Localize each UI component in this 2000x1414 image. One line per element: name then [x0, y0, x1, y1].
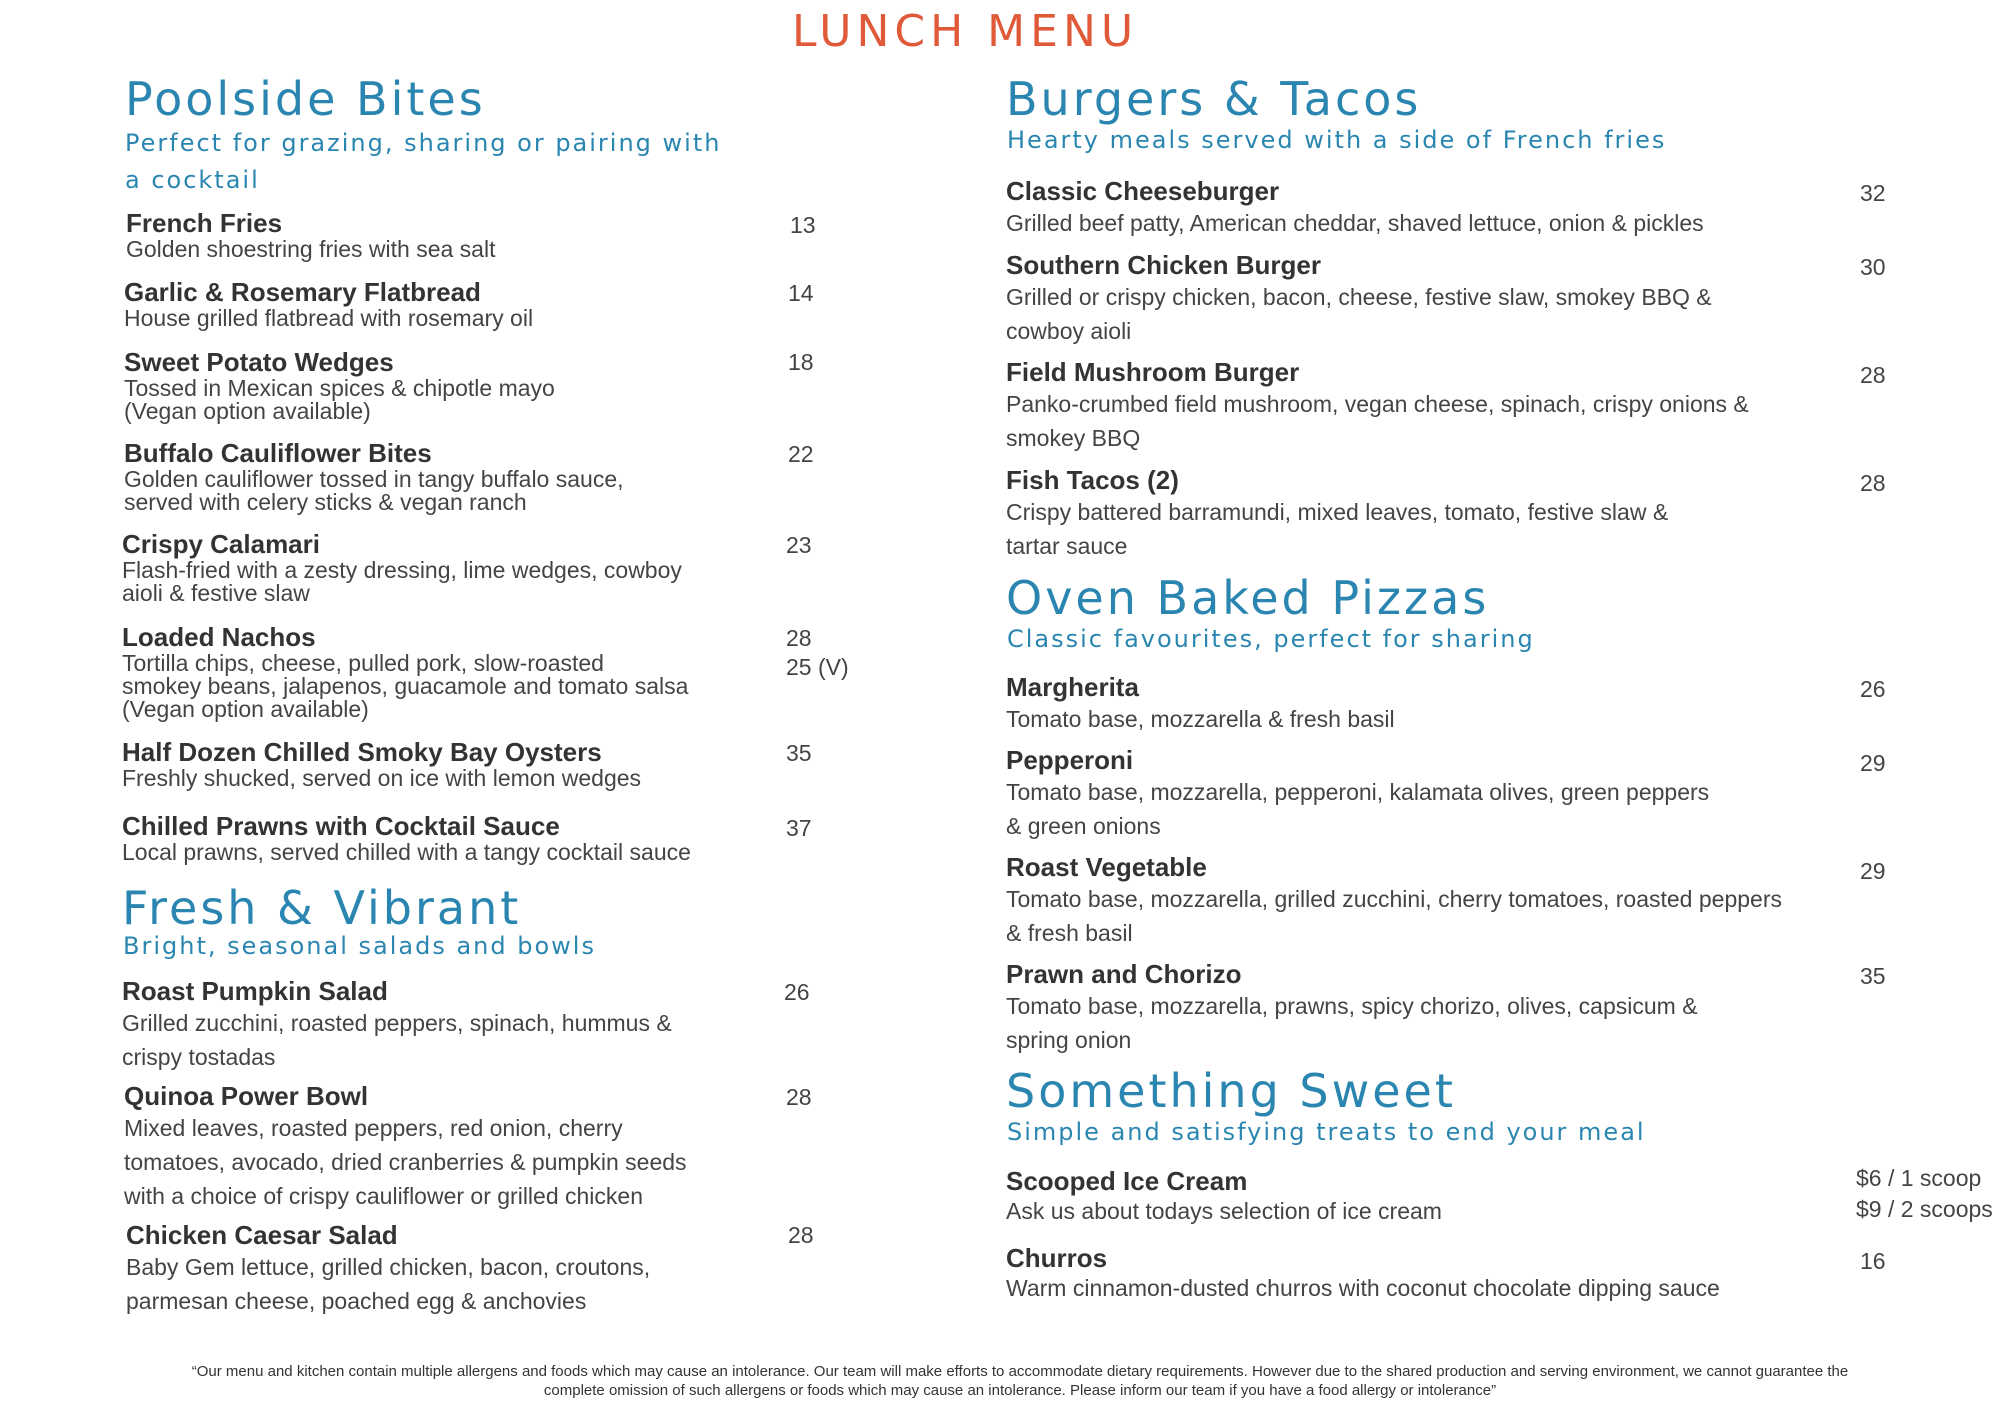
- item-name: Fish Tacos (2): [1006, 465, 1179, 495]
- menu-item: [1006, 959, 1698, 1057]
- section-title-pizzas: Oven Baked Pizzas: [1006, 571, 1490, 625]
- item-desc: Tortilla chips, cheese, pulled pork, slow-roasted: [122, 650, 604, 676]
- section-subtitle-burgers: Hearty meals served with a side of French fries: [1007, 126, 1667, 154]
- menu-item: [1006, 465, 1668, 563]
- item-desc: Ask us about todays selection of ice cream: [1006, 1198, 1442, 1224]
- menu-item: [126, 1220, 650, 1318]
- menu-item: [124, 1081, 687, 1213]
- item-name: Roast Vegetable: [1006, 852, 1207, 882]
- item-name: Pepperoni: [1006, 745, 1134, 775]
- item-desc: Golden cauliflower tossed in tangy buffalo sauce,: [124, 466, 624, 492]
- item-desc: crispy tostadas: [122, 1044, 276, 1070]
- item-price: 28: [786, 625, 812, 651]
- item-price: 14: [788, 280, 814, 306]
- menu-item: [1006, 852, 1782, 950]
- menu-item: [126, 208, 495, 261]
- item-desc: Tomato base, mozzarella, pepperoni, kalamata olives, green peppers: [1006, 779, 1710, 805]
- item-price-double: $9 / 2 scoops: [1856, 1196, 1993, 1222]
- item-price: 35: [786, 740, 812, 766]
- item-name: Loaded Nachos: [122, 622, 316, 652]
- item-desc: Tomato base, mozzarella, prawns, spicy chorizo, olives, capsicum &: [1006, 993, 1698, 1019]
- section-subtitle-fresh: Bright, seasonal salads and bowls: [123, 932, 596, 960]
- item-desc: tomatoes, avocado, dried cranberries & pumpkin seeds: [124, 1149, 687, 1175]
- item-price: 29: [1860, 750, 1886, 776]
- allergen-disclaimer: [120, 1362, 1920, 1400]
- item-price: 37: [786, 815, 812, 841]
- item-desc: Baby Gem lettuce, grilled chicken, bacon, croutons,: [126, 1254, 651, 1280]
- item-desc: cowboy aioli: [1006, 318, 1132, 344]
- item-desc: Grilled zucchini, roasted peppers, spinach, hummus &: [122, 1010, 672, 1036]
- item-name: Chilled Prawns with Cocktail Sauce: [122, 811, 560, 841]
- menu-item: [1006, 1166, 1442, 1226]
- item-name: Garlic & Rosemary Flatbread: [124, 277, 481, 307]
- item-price: 22: [788, 441, 814, 467]
- item-desc: Crispy battered barramundi, mixed leaves, tomato, festive slaw &: [1006, 499, 1669, 525]
- item-desc: served with celery sticks & vegan ranch: [124, 489, 527, 515]
- section-subtitle-sweet: Simple and satisfying treats to end your meal: [1007, 1118, 1646, 1146]
- item-desc: Warm cinnamon-dusted churros with coconut chocolate dipping sauce: [1006, 1275, 1720, 1301]
- section-title-burgers: Burgers & Tacos: [1006, 72, 1422, 126]
- item-desc: Panko-crumbed field mushroom, vegan cheese, spinach, crispy onions &: [1006, 391, 1749, 417]
- menu-item: [124, 277, 533, 330]
- item-name: Chicken Caesar Salad: [126, 1220, 398, 1250]
- menu-item: [1006, 176, 1704, 240]
- item-desc: & green onions: [1006, 813, 1161, 839]
- item-name: Prawn and Chorizo: [1006, 959, 1242, 989]
- item-desc: House grilled flatbread with rosemary oil: [124, 305, 534, 331]
- item-desc: (Vegan option available): [124, 398, 371, 424]
- section-title-sweet: Something Sweet: [1006, 1064, 1456, 1118]
- item-desc: Grilled or crispy chicken, bacon, cheese, festive slaw, smokey BBQ &: [1006, 284, 1712, 310]
- item-name: Half Dozen Chilled Smoky Bay Oysters: [122, 737, 602, 767]
- item-name: Scooped Ice Cream: [1006, 1166, 1248, 1196]
- item-name: Classic Cheeseburger: [1006, 176, 1280, 206]
- item-desc: Tomato base, mozzarella, grilled zucchini, cherry tomatoes, roasted peppers: [1006, 886, 1782, 912]
- item-name: Crispy Calamari: [122, 529, 320, 559]
- menu-item: [122, 811, 691, 864]
- item-desc: with a choice of crispy cauliflower or grilled chicken: [124, 1183, 643, 1209]
- subtitle-line: Perfect for grazing, sharing or pairing with: [125, 129, 722, 157]
- menu-item: [122, 622, 688, 721]
- section-subtitle-pizzas: Classic favourites, perfect for sharing: [1007, 625, 1535, 653]
- item-desc: smokey BBQ: [1006, 425, 1141, 451]
- section-title-fresh: Fresh & Vibrant: [122, 881, 522, 935]
- item-desc: Freshly shucked, served on ice with lemon wedges: [122, 765, 642, 791]
- item-name: Roast Pumpkin Salad: [122, 976, 388, 1006]
- subtitle-line: a cocktail: [125, 166, 260, 194]
- item-price: 29: [1860, 858, 1886, 884]
- disclaimer-line: complete omission of such allergens or foods which may cause an intolerance. Please inform our team if you have a food allergy or intolerance”: [543, 1382, 1497, 1399]
- item-price: 18: [788, 349, 814, 375]
- menu-item: [122, 737, 641, 790]
- item-name: Margherita: [1006, 672, 1139, 702]
- item-name: Field Mushroom Burger: [1006, 357, 1300, 387]
- item-price-vegan: 25 (V): [786, 654, 849, 680]
- item-name: Churros: [1006, 1243, 1108, 1273]
- item-desc: Mixed leaves, roasted peppers, red onion, cherry: [124, 1115, 623, 1141]
- item-desc: parmesan cheese, poached egg & anchovies: [126, 1288, 587, 1314]
- item-desc: & fresh basil: [1006, 920, 1133, 946]
- item-name: Sweet Potato Wedges: [124, 347, 394, 377]
- item-price: 28: [1860, 362, 1886, 388]
- menu-item: [1006, 357, 1749, 455]
- item-desc: Local prawns, served chilled with a tangy cocktail sauce: [122, 839, 691, 865]
- item-price: $6 / 1 scoop: [1856, 1165, 1982, 1191]
- menu-item: [124, 347, 555, 423]
- menu-item: [1006, 1243, 1720, 1303]
- item-desc: (Vegan option available): [122, 696, 369, 722]
- item-desc: Grilled beef patty, American cheddar, shaved lettuce, onion & pickles: [1006, 210, 1704, 236]
- item-desc: aioli & festive slaw: [122, 580, 310, 606]
- item-name: Southern Chicken Burger: [1006, 250, 1321, 280]
- item-price: 16: [1860, 1248, 1886, 1274]
- item-desc: spring onion: [1006, 1027, 1132, 1053]
- item-name: French Fries: [126, 208, 283, 238]
- item-price: 23: [786, 532, 812, 558]
- section-title-poolside: Poolside Bites: [125, 72, 486, 126]
- item-desc: smokey beans, jalapenos, guacamole and tomato salsa: [122, 673, 689, 699]
- item-desc: Tossed in Mexican spices & chipotle mayo: [124, 375, 555, 401]
- item-price: 13: [790, 212, 816, 238]
- disclaimer-line: “Our menu and kitchen contain multiple allergens and foods which may cause an intolerance. Our team will make efforts to accommodate dietary requirements. However due to the shared production and serving environment, we cannot guarantee the: [191, 1363, 1849, 1380]
- item-desc: tartar sauce: [1006, 533, 1128, 559]
- item-price: 28: [788, 1222, 814, 1248]
- page-title: LUNCH MENU: [791, 6, 1139, 57]
- menu-item: [1006, 745, 1709, 843]
- menu-item: [1006, 250, 1712, 348]
- item-name: Buffalo Cauliflower Bites: [124, 438, 432, 468]
- section-subtitle-poolside: [125, 125, 721, 199]
- item-price: 30: [1860, 254, 1886, 280]
- menu-item: [122, 529, 682, 605]
- item-desc: Flash-fried with a zesty dressing, lime wedges, cowboy: [122, 557, 682, 583]
- item-desc: Golden shoestring fries with sea salt: [126, 236, 496, 262]
- item-name: Quinoa Power Bowl: [124, 1081, 369, 1111]
- item-price: 35: [1860, 963, 1886, 989]
- menu-item: [124, 438, 624, 514]
- menu-item: [122, 976, 672, 1074]
- item-price: 28: [1860, 470, 1886, 496]
- item-desc: Tomato base, mozzarella & fresh basil: [1006, 706, 1395, 732]
- item-price: 32: [1860, 180, 1886, 206]
- item-price: 26: [1860, 676, 1886, 702]
- item-price: 26: [784, 979, 810, 1005]
- item-price: 28: [786, 1084, 812, 1110]
- menu-item: [1006, 672, 1395, 736]
